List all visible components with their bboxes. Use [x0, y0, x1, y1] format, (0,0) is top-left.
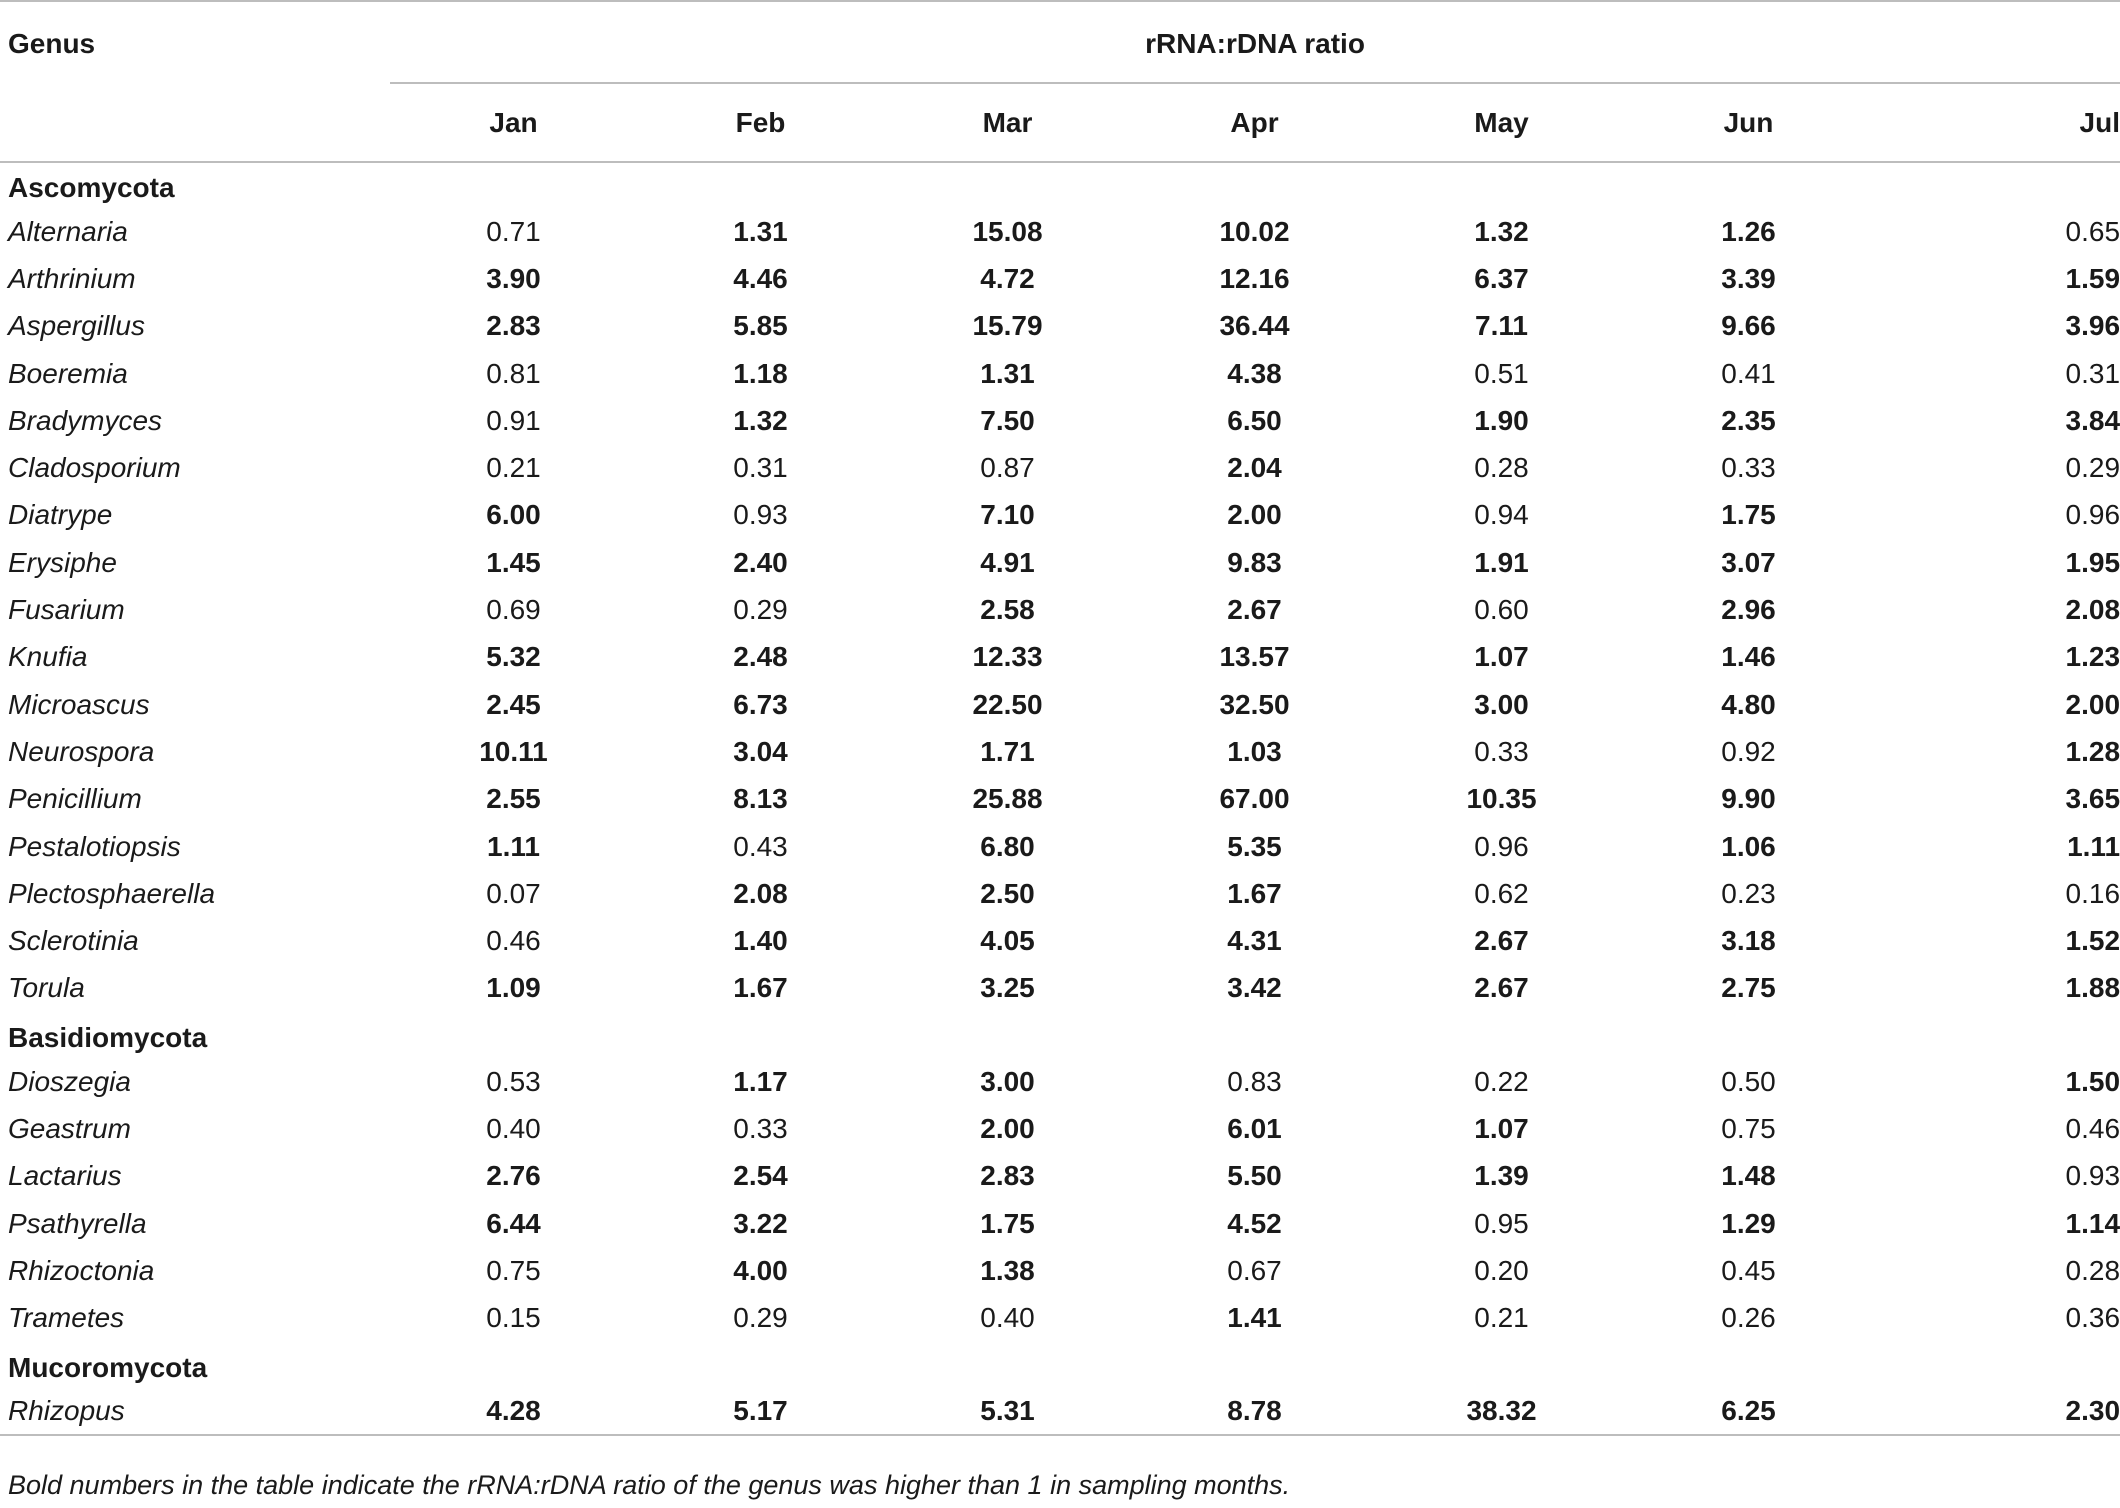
ratio-cell: 0.21: [486, 452, 541, 484]
ratio-cell: 9.66: [1721, 310, 1776, 342]
ratio-cell: 0.87: [980, 452, 1035, 484]
genus-name: Rhizoctonia: [8, 1254, 155, 1286]
genus-name: Aspergillus: [8, 310, 145, 342]
table-row: [0, 1105, 2120, 1152]
ratio-cell: 4.52: [1227, 1207, 1282, 1239]
phylum-label: Basidiomycota: [8, 1022, 208, 1054]
ratio-cell: 1.41: [1227, 1302, 1282, 1334]
ratio-cell: 3.07: [1721, 546, 1776, 578]
month-header-mar: Mar: [982, 106, 1033, 138]
ratio-cell: 0.07: [486, 877, 541, 909]
ratio-cell: 1.75: [980, 1207, 1035, 1239]
ratio-cell: 0.29: [2065, 452, 2120, 484]
ratio-cell: 4.31: [1227, 925, 1282, 957]
ratio-cell: 0.81: [486, 357, 541, 389]
ratio-cell: 1.67: [1227, 877, 1282, 909]
ratio-cell: 1.11: [2067, 830, 2120, 862]
ratio-cell: 1.71: [980, 735, 1035, 767]
ratio-cell: 6.37: [1474, 262, 1529, 294]
table-row: [0, 1247, 2120, 1294]
ratio-cell: 2.67: [1474, 972, 1529, 1004]
ratio-cell: 2.83: [486, 310, 541, 342]
table-row: [0, 823, 2120, 870]
table-body: [0, 162, 2120, 1435]
ratio-cell: 0.22: [1474, 1065, 1529, 1097]
ratio-cell: 15.08: [972, 215, 1043, 247]
ratio-cell: 0.15: [486, 1302, 541, 1334]
ratio-cell: 4.72: [980, 262, 1035, 294]
ratio-cell: 1.26: [1721, 215, 1776, 247]
ratio-cell: 1.48: [1721, 1160, 1776, 1192]
genus-name: Plectosphaerella: [8, 877, 216, 909]
ratio-cell: 22.50: [972, 688, 1043, 720]
ratio-cell: 0.33: [1721, 452, 1776, 484]
ratio-cell: 0.33: [733, 1112, 788, 1144]
genus-name: Trametes: [8, 1302, 125, 1334]
ratio-cell: 7.50: [980, 404, 1035, 436]
ratio-cell: 0.26: [1721, 1302, 1776, 1334]
table-row: [0, 1388, 2120, 1435]
ratio-cell: 1.32: [733, 404, 788, 436]
genus-name: Lactarius: [8, 1160, 122, 1192]
table-row: [0, 1295, 2120, 1342]
genus-name: Neurospora: [8, 735, 155, 767]
phylum-label: Ascomycota: [8, 172, 175, 203]
ratio-cell: 12.16: [1219, 262, 1290, 294]
ratio-cell: 10.11: [479, 735, 548, 767]
ratio-cell: 32.50: [1219, 688, 1290, 720]
ratio-cell: 0.16: [2065, 877, 2120, 909]
ratio-cell: 0.29: [733, 1302, 788, 1334]
ratio-cell: 12.33: [972, 641, 1043, 673]
ratio-cell: 2.30: [2065, 1394, 2120, 1426]
month-header-jan: Jan: [489, 106, 538, 138]
table-row: [0, 917, 2120, 964]
ratio-cell: 0.94: [1474, 499, 1529, 531]
table-row: [0, 255, 2120, 302]
ratio-cell: 9.83: [1227, 546, 1282, 578]
header-row-1: [0, 1, 2120, 83]
genus-name: Bradymyces: [8, 404, 163, 436]
ratio-cell: 10.35: [1466, 783, 1537, 815]
ratio-cell: 0.40: [980, 1302, 1035, 1334]
genus-name: Knufia: [8, 641, 88, 673]
ratio-cell: 1.38: [980, 1254, 1035, 1286]
ratio-cell: 7.11: [1475, 310, 1528, 342]
ratio-cell: 1.17: [733, 1065, 788, 1097]
ratio-cell: 0.31: [733, 452, 788, 484]
table-row: [0, 1200, 2120, 1247]
table-row: [0, 444, 2120, 491]
ratio-cell: 1.03: [1227, 735, 1282, 767]
ratio-cell: 6.00: [486, 499, 541, 531]
ratio-cell: 13.57: [1219, 641, 1290, 673]
ratio-cell: 2.45: [486, 688, 541, 720]
month-header-jul: Jul: [2079, 106, 2120, 138]
ratio-cell: 2.83: [980, 1160, 1035, 1192]
ratio-cell: 0.40: [486, 1112, 541, 1144]
ratio-group-header: rRNA:rDNA ratio: [390, 1, 2120, 83]
ratio-cell: 1.39: [1474, 1160, 1529, 1192]
ratio-cell: 3.96: [2065, 310, 2120, 342]
ratio-cell: 1.06: [1721, 830, 1776, 862]
ratio-cell: 2.75: [1721, 972, 1776, 1004]
phylum-row: [0, 1342, 2120, 1388]
ratio-cell: 3.84: [2065, 404, 2120, 436]
ratio-cell: 36.44: [1219, 310, 1290, 342]
ratio-cell: 1.31: [733, 215, 788, 247]
ratio-cell: 0.28: [2065, 1254, 2120, 1286]
ratio-cell: 6.01: [1227, 1112, 1282, 1144]
table-row: [0, 965, 2120, 1012]
ratio-cell: 8.13: [733, 783, 788, 815]
ratio-cell: 7.10: [980, 499, 1035, 531]
ratio-cell: 1.07: [1474, 1112, 1529, 1144]
table-row: [0, 208, 2120, 255]
ratio-cell: 1.11: [487, 830, 540, 862]
table-row: [0, 397, 2120, 444]
ratio-cell: 0.69: [486, 594, 541, 626]
table-row: [0, 728, 2120, 775]
genus-name: Geastrum: [8, 1112, 131, 1144]
ratio-cell: 0.62: [1474, 877, 1529, 909]
month-header-jun: Jun: [1723, 106, 1774, 138]
genus-name: Pestalotiopsis: [8, 830, 181, 862]
genus-name: Dioszegia: [8, 1065, 131, 1097]
month-header-may: May: [1474, 106, 1529, 138]
ratio-cell: 1.91: [1474, 546, 1529, 578]
ratio-cell: 1.28: [2065, 735, 2120, 767]
ratio-cell: 0.91: [486, 404, 541, 436]
genus-header: Genus: [8, 28, 96, 59]
ratio-cell: 0.46: [486, 925, 541, 957]
table-row: [0, 350, 2120, 397]
ratio-cell: 6.80: [980, 830, 1035, 862]
ratio-cell: 0.33: [1474, 735, 1529, 767]
genus-name: Arthrinium: [8, 262, 136, 294]
ratio-cell: 5.85: [733, 310, 788, 342]
genus-name: Erysiphe: [8, 546, 117, 578]
ratio-cell: 2.67: [1227, 594, 1282, 626]
ratio-cell: 6.44: [486, 1207, 541, 1239]
ratio-cell: 0.65: [2065, 215, 2120, 247]
ratio-cell: 0.31: [2065, 357, 2120, 389]
table-footnote: Bold numbers in the table indicate the rRNA:rDNA ratio of the genus was higher than 1 in sampling months.: [8, 1470, 1291, 1500]
ratio-cell: 2.55: [486, 783, 541, 815]
genus-name: Penicillium: [8, 783, 142, 815]
ratio-cell: 0.50: [1721, 1065, 1776, 1097]
ratio-cell: 4.28: [486, 1394, 541, 1426]
month-header-feb: Feb: [735, 106, 786, 138]
ratio-cell: 2.50: [980, 877, 1035, 909]
ratio-cell: 1.09: [486, 972, 541, 1004]
ratio-cell: 2.35: [1721, 404, 1776, 436]
ratio-cell: 0.43: [733, 830, 788, 862]
ratio-cell: 1.75: [1721, 499, 1776, 531]
ratio-cell: 2.48: [733, 641, 788, 673]
ratio-cell: 0.95: [1474, 1207, 1529, 1239]
ratio-cell: 0.83: [1227, 1065, 1282, 1097]
ratio-cell: 2.00: [1227, 499, 1282, 531]
ratio-cell: 3.65: [2065, 783, 2120, 815]
ratio-cell: 1.90: [1474, 404, 1529, 436]
ratio-cell: 3.00: [1474, 688, 1529, 720]
ratio-cell: 2.54: [733, 1160, 788, 1192]
ratio-cell: 0.75: [486, 1254, 541, 1286]
ratio-cell: 0.67: [1227, 1254, 1282, 1286]
table-row: [0, 539, 2120, 586]
ratio-cell: 2.08: [733, 877, 788, 909]
ratio-cell: 2.67: [1474, 925, 1529, 957]
ratio-cell: 0.93: [733, 499, 788, 531]
ratio-cell: 0.96: [2065, 499, 2120, 531]
ratio-cell: 4.00: [733, 1254, 788, 1286]
genus-name: Boeremia: [8, 357, 128, 389]
ratio-cell: 2.00: [2065, 688, 2120, 720]
ratio-cell: 2.58: [980, 594, 1035, 626]
ratio-cell: 0.75: [1721, 1112, 1776, 1144]
ratio-cell: 1.31: [980, 357, 1035, 389]
table-row: [0, 1153, 2120, 1200]
table-row: [0, 1058, 2120, 1105]
ratio-cell: 10.02: [1219, 215, 1290, 247]
genus-name: Torula: [8, 972, 85, 1004]
phylum-label: Mucoromycota: [8, 1351, 208, 1383]
genus-name: Psathyrella: [8, 1207, 147, 1239]
ratio-cell: 3.18: [1721, 925, 1776, 957]
table-row: [0, 303, 2120, 350]
table-row: [0, 776, 2120, 823]
ratio-cell: 0.29: [733, 594, 788, 626]
ratio-cell: 1.95: [2065, 546, 2120, 578]
genus-name: Sclerotinia: [8, 925, 139, 957]
ratio-cell: 1.52: [2065, 925, 2120, 957]
ratio-cell: 4.91: [980, 546, 1035, 578]
ratio-cell: 15.79: [972, 310, 1043, 342]
ratio-cell: 1.59: [2065, 262, 2120, 294]
ratio-cell: 2.96: [1721, 594, 1776, 626]
ratio-cell: 8.78: [1227, 1394, 1282, 1426]
ratio-cell: 0.45: [1721, 1254, 1776, 1286]
ratio-cell: 1.14: [2065, 1207, 2120, 1239]
ratio-cell: 3.22: [733, 1207, 788, 1239]
genus-name: Diatrype: [8, 499, 113, 531]
ratio-cell: 0.96: [1474, 830, 1529, 862]
ratio-cell: 4.05: [980, 925, 1035, 957]
ratio-cell: 3.25: [980, 972, 1035, 1004]
ratio-cell: 5.35: [1227, 830, 1282, 862]
ratio-cell: 1.23: [2065, 641, 2120, 673]
genus-name: Fusarium: [8, 594, 125, 626]
ratio-cell: 25.88: [972, 783, 1043, 815]
ratio-cell: 4.46: [733, 262, 788, 294]
ratio-cell: 0.28: [1474, 452, 1529, 484]
ratio-cell: 1.18: [733, 357, 788, 389]
ratio-cell: 1.50: [2065, 1065, 2120, 1097]
ratio-cell: 0.21: [1474, 1302, 1529, 1334]
ratio-cell: 5.17: [733, 1394, 788, 1426]
ratio-cell: 6.50: [1227, 404, 1282, 436]
table-row: [0, 681, 2120, 728]
ratio-cell: 0.41: [1721, 357, 1776, 389]
genus-name: Rhizopus: [8, 1394, 125, 1426]
ratio-cell: 3.04: [733, 735, 788, 767]
phylum-row: [0, 162, 2120, 208]
ratio-cell: 0.93: [2065, 1160, 2120, 1192]
ratio-cell: 0.20: [1474, 1254, 1529, 1286]
table-row: [0, 586, 2120, 633]
ratio-cell: 5.50: [1227, 1160, 1282, 1192]
ratio-cell: 0.23: [1721, 877, 1776, 909]
ratio-cell: 3.39: [1721, 262, 1776, 294]
ratio-cell: 1.67: [733, 972, 788, 1004]
ratio-cell: 0.92: [1721, 735, 1776, 767]
table-row: [0, 870, 2120, 917]
ratio-cell: 6.73: [733, 688, 788, 720]
ratio-cell: 0.53: [486, 1065, 541, 1097]
ratio-cell: 3.42: [1227, 972, 1282, 1004]
ratio-cell: 0.36: [2065, 1302, 2120, 1334]
ratio-cell: 2.40: [733, 546, 788, 578]
ratio-cell: 1.88: [2065, 972, 2120, 1004]
ratio-cell: 0.46: [2065, 1112, 2120, 1144]
phylum-row: [0, 1012, 2120, 1058]
table-row: [0, 634, 2120, 681]
genus-name: Cladosporium: [8, 452, 181, 484]
ratio-cell: 1.45: [486, 546, 541, 578]
ratio-cell: 2.00: [980, 1112, 1035, 1144]
ratio-cell: 1.46: [1721, 641, 1776, 673]
ratio-cell: 1.40: [733, 925, 788, 957]
ratio-cell: 67.00: [1219, 783, 1290, 815]
ratio-cell: 6.25: [1721, 1394, 1776, 1426]
ratio-cell: 1.29: [1721, 1207, 1776, 1239]
ratio-cell: 4.38: [1227, 357, 1282, 389]
ratio-cell: 2.76: [486, 1160, 541, 1192]
genus-name: Microascus: [8, 688, 150, 720]
month-header-apr: Apr: [1230, 106, 1279, 138]
ratio-cell: 1.07: [1474, 641, 1529, 673]
ratio-cell: 0.71: [486, 215, 541, 247]
ratio-cell: 4.80: [1721, 688, 1776, 720]
ratio-cell: 1.32: [1474, 215, 1529, 247]
ratio-cell: 0.60: [1474, 594, 1529, 626]
table-row: [0, 492, 2120, 539]
genus-name: Alternaria: [8, 215, 128, 247]
ratio-cell: 2.04: [1227, 452, 1282, 484]
ratio-cell: 5.31: [980, 1394, 1035, 1426]
ratio-cell: 3.00: [980, 1065, 1035, 1097]
ratio-cell: 9.90: [1721, 783, 1776, 815]
ratio-cell: 38.32: [1466, 1394, 1537, 1426]
ratio-cell: 3.90: [486, 262, 541, 294]
ratio-cell: 0.51: [1474, 357, 1529, 389]
ratio-cell: 5.32: [486, 641, 541, 673]
ratio-cell: 2.08: [2065, 594, 2120, 626]
